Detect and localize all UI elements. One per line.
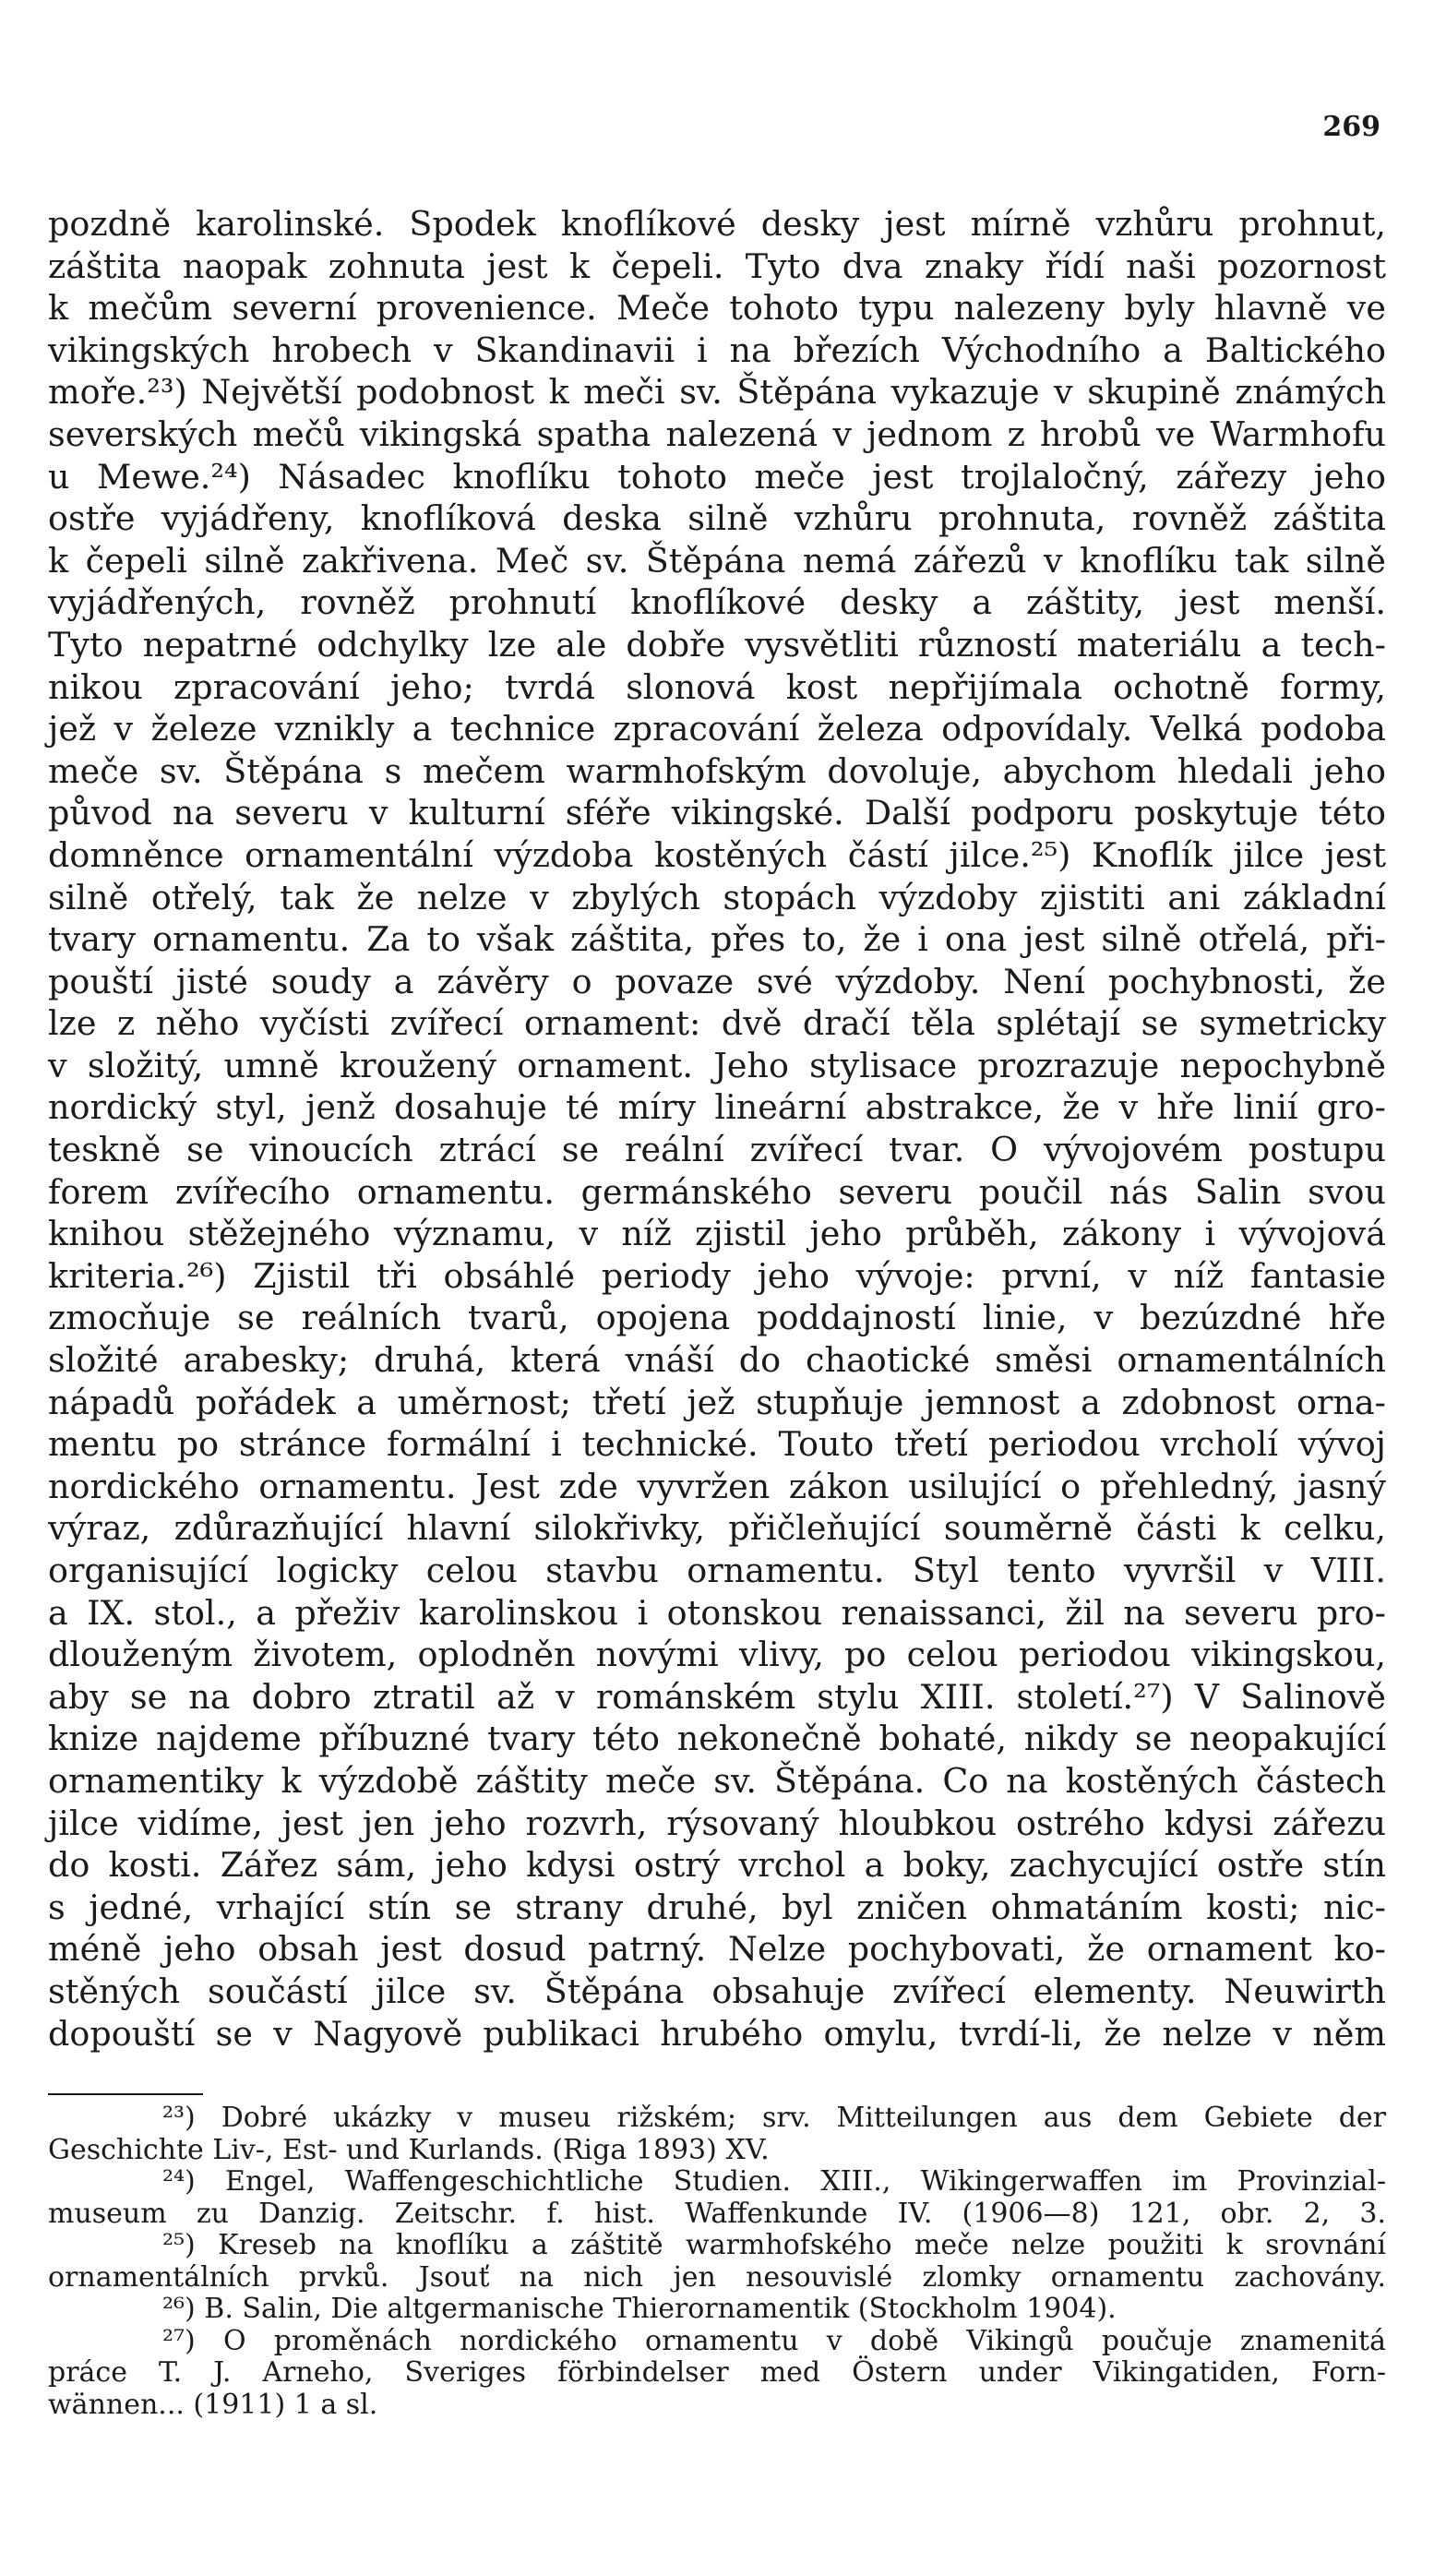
text-line: teskně se vinoucích ztrácí se reální zvířecí tvar. O vývojovém postupu bbox=[48, 1130, 1386, 1170]
text-line: původ na severu v kulturní sféře vikingské. Další podporu poskytuje této bbox=[48, 793, 1386, 833]
footnote-divider bbox=[48, 2093, 203, 2095]
text-line: moře.²³) Největší podobnost k meči sv. Štěpána vykazuje v skupině známých bbox=[48, 372, 1386, 413]
footnote-line: museum zu Danzig. Zeitschr. f. hist. Waffenkunde IV. (1906—8) 121, obr. 2, 3. bbox=[48, 2197, 1386, 2230]
text-line: knize najdeme příbuzné tvary této nekonečně bohaté, nikdy se neopakující bbox=[48, 1719, 1386, 1759]
text-line: jež v železe vznikly a technice zpracování železa odpovídaly. Velká podoba bbox=[48, 709, 1386, 749]
text-line: záštita naopak zohnuta jest k čepeli. Tyto dva znaky řídí naši pozornost bbox=[48, 246, 1386, 286]
text-line: tvary ornamentu. Za to však záštita, přes to, že i ona jest silně otřelá, při- bbox=[48, 919, 1386, 960]
text-line: k čepeli silně zakřivena. Meč sv. Štěpána nemá zářezů v knoflíku tak silně bbox=[48, 540, 1386, 581]
text-line: domněnce ornamentální výzdoba kostěných částí jilce.²⁵) Knoflík jilce jest bbox=[48, 834, 1386, 875]
text-line: nordický styl, jenž dosahuje té míry lineární abstrakce, že v hře linií gro- bbox=[48, 1087, 1386, 1128]
text-line: dopouští se v Nagyově publikaci hrubého omylu, tvrdí-li, že nelze v něm bbox=[48, 2013, 1386, 2054]
footnote-line: ²⁷) O proměnách nordického ornamentu v době Vikingů poučuje znamenitá bbox=[162, 2324, 1386, 2357]
text-line: lze z něho vyčísti zvířecí ornament: dvě dračí těla splétají se symetricky bbox=[48, 1003, 1386, 1044]
text-line: nordického ornamentu. Jest zde vyvržen zákon usilující o přehledný, jasný bbox=[48, 1466, 1386, 1506]
text-line: pouští jisté soudy a závěry o povaze své výzdoby. Není pochybnosti, že bbox=[48, 961, 1386, 1001]
text-line: do kosti. Zářez sám, jeho kdysi ostrý vrchol a boky, zachycující ostře stín bbox=[48, 1845, 1386, 1886]
text-line: mentu po stránce formální i technické. Touto třetí periodou vrcholí vývoj bbox=[48, 1424, 1386, 1465]
text-line: u Mewe.²⁴) Násadec knoflíku tohoto meče jest trojlaločný, zářezy jeho bbox=[48, 456, 1386, 497]
text-line: a IX. stol., a přeživ karolinskou i otonskou renaissanci, žil na severu pro- bbox=[48, 1592, 1386, 1633]
text-line: ornamentiky k výzdobě záštity meče sv. Štěpána. Co na kostěných částech bbox=[48, 1760, 1386, 1801]
text-line: severských mečů vikingská spatha nalezená v jednom z hrobů ve Warmhofu bbox=[48, 413, 1386, 454]
text-line: vikingských hrobech v Skandinavii i na březích Východního a Baltického bbox=[48, 329, 1386, 370]
text-line: výraz, zdůrazňující hlavní silokřivky, přičleňující souměrně části k celku, bbox=[48, 1508, 1386, 1549]
footnotes bbox=[48, 2103, 1386, 2421]
page-number: 269 bbox=[1322, 111, 1380, 143]
footnote-line: práce T. J. Arneho, Sveriges förbindelser med Östern under Vikingatiden, Forn- bbox=[48, 2356, 1386, 2389]
text-line: dlouženým životem, oplodněn novými vlivy, po celou periodou vikingskou, bbox=[48, 1635, 1386, 1675]
text-line: stěných součástí jilce sv. Štěpána obsahuje zvířecí elementy. Neuwirth bbox=[48, 1971, 1386, 2011]
footnote-line: Geschichte Liv-, Est- und Kurlands. (Riga 1893) XV. bbox=[48, 2133, 770, 2166]
text-line: forem zvířecího ornamentu. germánského severu poučil nás Salin svou bbox=[48, 1171, 1386, 1212]
text-line: pozdně karolinské. Spodek knoflíkové desky jest mírně vzhůru prohnut, bbox=[48, 204, 1386, 244]
footnote-line: ²⁶) B. Salin, Die altgermanische Thierornamentik (Stockholm 1904). bbox=[162, 2293, 1117, 2325]
text-line: organisující logicky celou stavbu ornamentu. Styl tento vyvršil v VIII. bbox=[48, 1551, 1386, 1590]
text-line: zmocňuje se reálních tvarů, opojena poddajností linie, v bezúzdné hře bbox=[48, 1298, 1386, 1338]
text-line: jilce vidíme, jest jen jeho rozvrh, rýsovaný hloubkou ostrého kdysi zářezu bbox=[48, 1803, 1386, 1843]
text-line: silně otřelý, tak že nelze v zbylých stopách výzdoby zjistiti ani základní bbox=[48, 877, 1386, 917]
text-line: v složitý, umně kroužený ornament. Jeho stylisace prozrazuje nepochybně bbox=[48, 1045, 1386, 1085]
text-line: nápadů pořádek a uměrnost; třetí jež stupňuje jemnost a zdobnost orna- bbox=[48, 1382, 1386, 1422]
text-line: meče sv. Štěpána s mečem warmhofským dovoluje, abychom hledali jeho bbox=[48, 750, 1386, 791]
text-line: kriteria.²⁶) Zjistil tři obsáhlé periody jeho vývoje: první, v níž fantasie bbox=[48, 1255, 1386, 1296]
text-line: složité arabesky; druhá, která vnáší do chaotické směsi ornamentálních bbox=[48, 1340, 1386, 1381]
footnote-line: ²⁴) Engel, Waffengeschichtliche Studien. XIII., Wikingerwaffen im Provinzial- bbox=[162, 2165, 1386, 2198]
footnote-line: ²³) Dobré ukázky v museu rižském; srv. Mitteilungen aus dem Gebiete der bbox=[162, 2102, 1386, 2134]
text-line: méně jeho obsah jest dosud patrný. Nelze pochybovati, že ornament ko- bbox=[48, 1929, 1386, 1970]
footnote-line: wännen... (1911) 1 a sl. bbox=[48, 2388, 378, 2421]
footnote-line: ²⁵) Kreseb na knoflíku a záštitě warmhofského meče nelze použiti k srovnání bbox=[162, 2229, 1386, 2261]
text-line: aby se na dobro ztratil až v románském stylu XIII. století.²⁷) V Salinově bbox=[48, 1676, 1386, 1717]
footnote-line: ornamentálních prvků. Jsouť na nich jen nesouvislé zlomky ornamentu zachovány. bbox=[48, 2260, 1386, 2294]
text-line: vyjádřených, rovněž prohnutí knoflíkové desky a záštity, jest menší. bbox=[48, 582, 1386, 623]
text-line: k mečům severní provenience. Meče tohoto typu nalezeny byly hlavně ve bbox=[48, 288, 1386, 329]
body-text bbox=[48, 203, 1386, 2055]
text-line: Tyto nepatrné odchylky lze ale dobře vysvětliti růzností materiálu a tech- bbox=[48, 624, 1386, 665]
text-line: ostře vyjádřeny, knoflíková deska silně vzhůru prohnuta, rovněž záštita bbox=[48, 498, 1386, 539]
text-line: nikou zpracování jeho; tvrdá slonová kost nepřijímala ochotně formy, bbox=[48, 666, 1386, 707]
text-line: knihou stěžejného významu, v níž zjistil jeho průběh, zákony i vývojová bbox=[48, 1214, 1386, 1254]
text-line: s jedné, vrhající stín se strany druhé, byl zničen ohmatáním kosti; nic- bbox=[48, 1887, 1386, 1927]
